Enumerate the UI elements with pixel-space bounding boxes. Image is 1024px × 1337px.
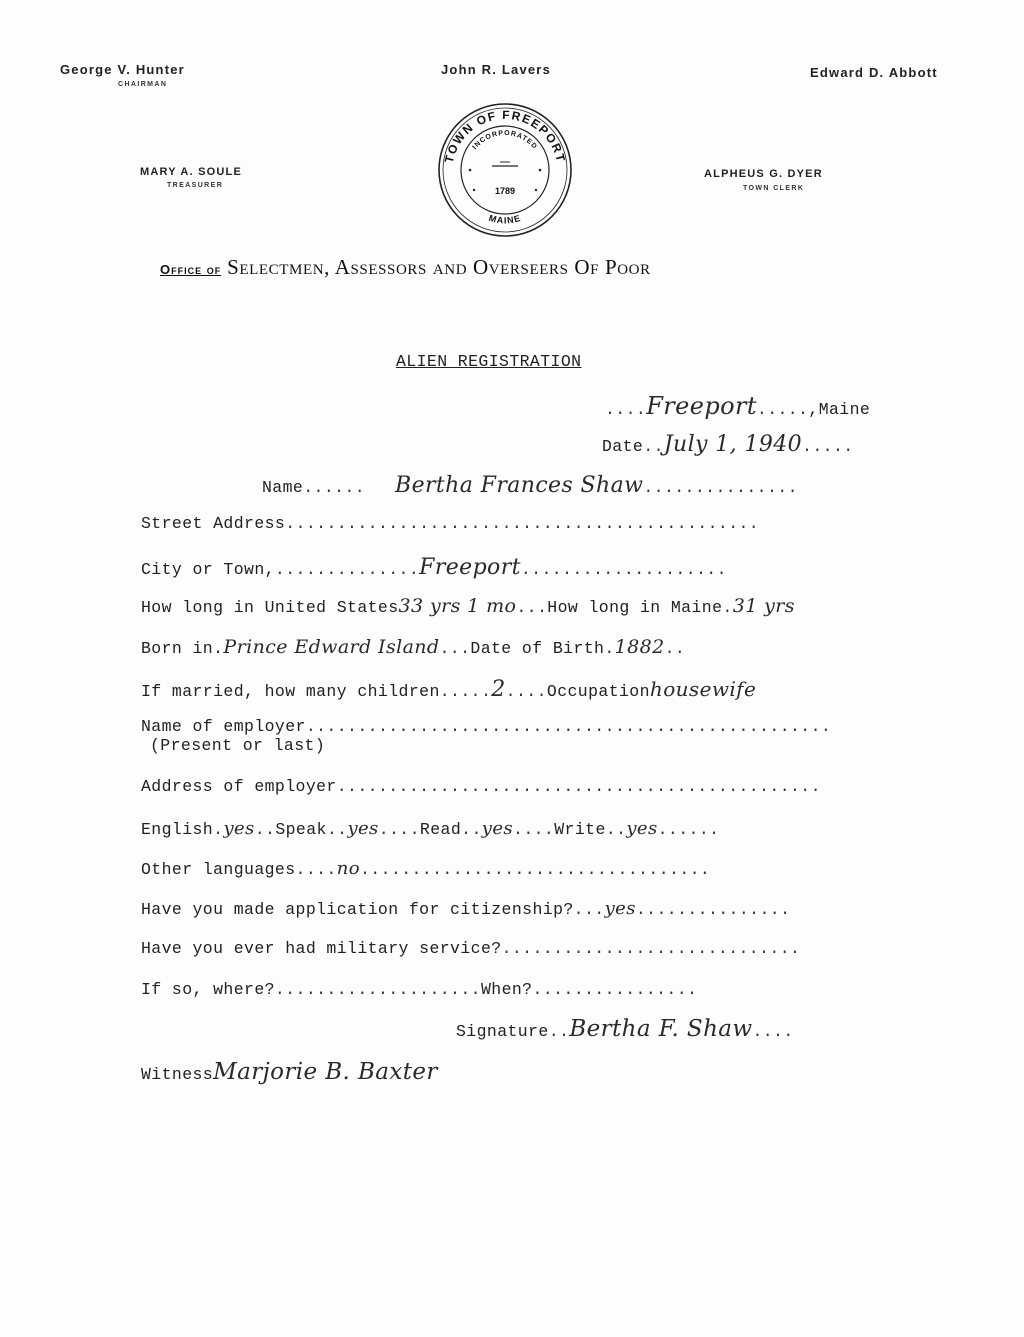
where-label: If so, where?: [141, 980, 275, 999]
occupation-label: Occupation: [546, 682, 650, 701]
write-value: yes: [626, 818, 658, 839]
witness-value: Marjorie B. Baxter: [213, 1059, 438, 1085]
office-heading: [160, 255, 651, 280]
letterhead-clerk-title: TOWN CLERK: [743, 185, 805, 192]
english-value: yes: [223, 818, 255, 839]
employer-sub: (Present or last): [150, 736, 326, 755]
birth-value: 1882: [614, 636, 665, 658]
letterhead-chairman-title: CHAIRMAN: [118, 81, 168, 88]
letterhead-treasurer-title: TREASURER: [167, 182, 224, 189]
signature-row: Signature..Bertha F. Shaw....: [456, 1016, 794, 1042]
read-label: Read: [419, 820, 462, 839]
name-label: Name: [262, 478, 304, 497]
employer-address-label: Address of employer: [141, 777, 337, 796]
write-label: Write: [554, 820, 606, 839]
letterhead-clerk-name: ALPHEUS G. DYER: [704, 168, 823, 180]
citizenship-row: Have you made application for citizenship?...yes...............: [141, 898, 791, 919]
form-title: ALIEN REGISTRATION: [396, 352, 582, 371]
date-row: Date..July 1, 1940.....: [602, 432, 854, 457]
employer-row: Name of employer...................................................: [141, 717, 832, 736]
english-label: English: [141, 820, 214, 839]
children-row: If married, how many children.....2....Occupationhousewife: [141, 677, 757, 702]
letterhead-treasurer-name: MARY A. SOULE: [140, 166, 242, 178]
seal-top-text: TOWN OF FREEPORT: [441, 107, 569, 165]
city-value: Freeport: [419, 555, 521, 580]
maine-label: How long in Maine: [547, 598, 723, 617]
signature-label: Signature: [456, 1022, 549, 1041]
duration-row: How long in United States33 yrs 1 mo...How long in Maine.31 yrs: [141, 595, 795, 617]
street-label: Street Address: [141, 514, 286, 533]
employer-label: Name of employer: [141, 717, 306, 736]
letterhead-right-name: Edward D. Abbott: [810, 65, 938, 80]
other-languages-row: Other languages....no..................................: [141, 858, 711, 879]
place-row: ....Freeport.....,Maine: [605, 392, 871, 420]
employer-address-row: Address of employer...............................................: [141, 777, 821, 796]
military-row: Have you ever had military service?.............................: [141, 939, 801, 958]
born-label: Born in.: [141, 639, 224, 658]
street-row: Street Address..............................................: [141, 514, 760, 533]
other-lang-value: no: [336, 858, 360, 879]
letterhead-center-name: John R. Lavers: [441, 62, 551, 77]
speak-value: yes: [347, 818, 379, 839]
birth-label: Date of Birth: [470, 639, 605, 658]
witness-row: [141, 1059, 438, 1085]
married-label: If married, how many children: [141, 682, 440, 701]
date-value: July 1, 1940: [663, 432, 803, 457]
place-value: Freeport: [646, 392, 757, 420]
military-label: Have you ever had military service?: [141, 939, 502, 958]
maine-value: 31 yrs: [732, 595, 795, 617]
letterhead-chairman-name: George V. Hunter: [60, 62, 185, 77]
seal-inner-text: INCORPORATED: [471, 129, 539, 151]
other-lang-label: Other languages: [141, 860, 296, 879]
seal-bottom-text: MAINE: [487, 212, 523, 226]
service-row: If so, where?....................When?................: [141, 980, 698, 999]
seal-year: 1789: [494, 186, 516, 196]
witness-label: Witness: [141, 1065, 214, 1084]
read-value: yes: [481, 818, 514, 839]
town-seal-icon: [430, 100, 580, 240]
born-value: Prince Edward Island: [223, 636, 440, 658]
city-row: City or Town,..............Freeport....................: [141, 555, 727, 580]
citizenship-value: yes: [604, 898, 636, 919]
office-prefix: Office of: [160, 262, 222, 277]
svg-text:MAINE: [488, 213, 523, 226]
children-value: 2: [491, 677, 506, 702]
us-value: 33 yrs 1 mo: [398, 595, 517, 617]
when-label: When?: [480, 980, 533, 999]
citizenship-label: Have you made application for citizenship?: [141, 900, 574, 919]
us-label: How long in United States: [141, 598, 399, 617]
place-suffix: ,Maine: [808, 400, 871, 419]
city-label: City or Town,: [141, 560, 275, 579]
date-label: Date: [602, 437, 644, 456]
signature-value: Bertha F. Shaw: [569, 1016, 753, 1042]
name-value: Bertha Frances Shaw: [395, 473, 644, 498]
born-row: Born in.Prince Edward Island...Date of Birth.1882..: [141, 636, 686, 658]
name-row: Name...... Bertha Frances Shaw...............: [262, 473, 798, 498]
occupation-value: housewife: [649, 677, 757, 701]
languages-row: English.yes..Speak..yes....Read..yes....Write..yes......: [141, 818, 720, 839]
speak-label: Speak: [275, 820, 327, 839]
office-line: Selectmen, Assessors and Overseers Of Poor: [227, 255, 651, 279]
